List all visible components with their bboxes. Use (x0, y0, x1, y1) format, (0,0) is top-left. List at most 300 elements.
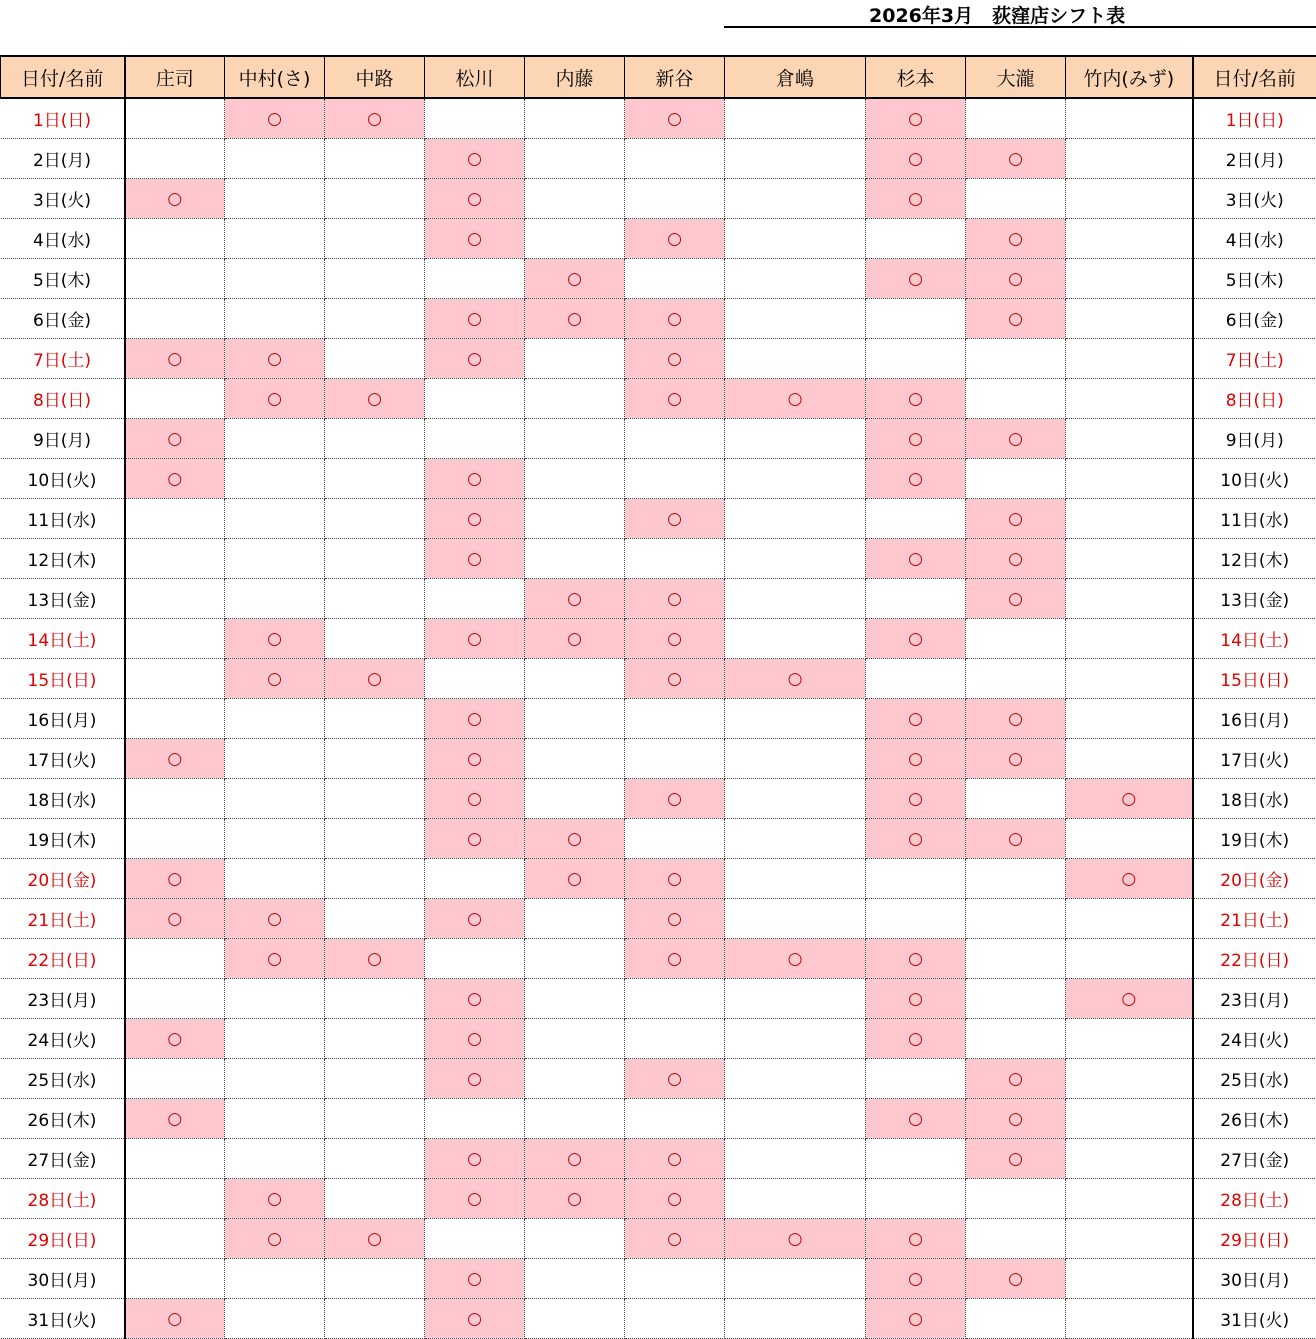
shift-cell[interactable]: ○ (525, 619, 625, 659)
date-cell-left[interactable]: 18日(水) (1, 779, 125, 819)
shift-cell[interactable] (725, 1019, 866, 1059)
header-staff-7[interactable]: 杉本 (866, 56, 966, 98)
shift-cell[interactable] (966, 939, 1066, 979)
shift-cell[interactable] (125, 219, 225, 259)
shift-cell[interactable] (1066, 299, 1193, 339)
shift-cell[interactable]: ○ (625, 1219, 725, 1259)
date-cell-right[interactable]: 4日(水) (1193, 219, 1316, 259)
shift-cell[interactable]: ○ (425, 339, 525, 379)
shift-cell[interactable] (1066, 259, 1193, 299)
shift-cell[interactable]: ○ (325, 98, 425, 139)
shift-cell[interactable] (225, 459, 325, 499)
shift-cell[interactable]: ○ (425, 1299, 525, 1339)
shift-cell[interactable] (525, 339, 625, 379)
header-date-right[interactable]: 日付/名前 (1193, 56, 1316, 98)
shift-cell[interactable] (525, 779, 625, 819)
shift-cell[interactable] (1066, 1219, 1193, 1259)
shift-cell[interactable]: ○ (225, 1219, 325, 1259)
shift-cell[interactable] (866, 1139, 966, 1179)
shift-cell[interactable] (866, 299, 966, 339)
shift-cell[interactable]: ○ (425, 979, 525, 1019)
shift-cell[interactable] (725, 98, 866, 139)
shift-cell[interactable]: ○ (425, 699, 525, 739)
shift-cell[interactable] (966, 979, 1066, 1019)
date-cell-left[interactable]: 20日(金) (1, 859, 125, 899)
shift-cell[interactable] (425, 939, 525, 979)
shift-cell[interactable]: ○ (225, 339, 325, 379)
shift-cell[interactable] (425, 659, 525, 699)
shift-cell[interactable]: ○ (966, 1259, 1066, 1299)
date-cell-right[interactable]: 21日(土) (1193, 899, 1316, 939)
shift-cell[interactable]: ○ (866, 259, 966, 299)
shift-cell[interactable] (425, 1219, 525, 1259)
shift-cell[interactable] (625, 139, 725, 179)
shift-cell[interactable] (325, 1019, 425, 1059)
shift-cell[interactable] (225, 739, 325, 779)
date-cell-right[interactable]: 9日(月) (1193, 419, 1316, 459)
date-cell-right[interactable]: 7日(土) (1193, 339, 1316, 379)
shift-cell[interactable] (325, 499, 425, 539)
shift-cell[interactable]: ○ (425, 899, 525, 939)
shift-cell[interactable] (1066, 419, 1193, 459)
shift-cell[interactable] (225, 419, 325, 459)
shift-cell[interactable] (525, 379, 625, 419)
date-cell-left[interactable]: 2日(月) (1, 139, 125, 179)
shift-cell[interactable] (125, 539, 225, 579)
shift-cell[interactable] (725, 1179, 866, 1219)
shift-cell[interactable] (525, 179, 625, 219)
shift-cell[interactable] (625, 179, 725, 219)
shift-cell[interactable]: ○ (325, 379, 425, 419)
date-cell-right[interactable]: 26日(木) (1193, 1099, 1316, 1139)
shift-cell[interactable] (425, 259, 525, 299)
header-staff-5[interactable]: 新谷 (625, 56, 725, 98)
shift-cell[interactable]: ○ (966, 259, 1066, 299)
shift-cell[interactable]: ○ (966, 499, 1066, 539)
shift-cell[interactable]: ○ (625, 339, 725, 379)
shift-cell[interactable] (125, 1219, 225, 1259)
shift-cell[interactable] (525, 699, 625, 739)
shift-cell[interactable] (1066, 699, 1193, 739)
shift-cell[interactable] (725, 1059, 866, 1099)
shift-cell[interactable] (525, 499, 625, 539)
shift-cell[interactable] (866, 499, 966, 539)
shift-cell[interactable]: ○ (525, 579, 625, 619)
shift-cell[interactable] (966, 859, 1066, 899)
shift-cell[interactable] (325, 299, 425, 339)
shift-cell[interactable] (725, 299, 866, 339)
shift-cell[interactable]: ○ (425, 299, 525, 339)
date-cell-right[interactable]: 28日(土) (1193, 1179, 1316, 1219)
shift-cell[interactable] (225, 139, 325, 179)
shift-cell[interactable]: ○ (225, 619, 325, 659)
date-cell-left[interactable]: 19日(木) (1, 819, 125, 859)
shift-cell[interactable]: ○ (966, 139, 1066, 179)
shift-cell[interactable]: ○ (125, 459, 225, 499)
shift-cell[interactable]: ○ (125, 179, 225, 219)
shift-cell[interactable]: ○ (866, 739, 966, 779)
shift-cell[interactable]: ○ (866, 979, 966, 1019)
shift-cell[interactable] (966, 899, 1066, 939)
shift-cell[interactable] (1066, 1299, 1193, 1339)
shift-cell[interactable] (966, 1219, 1066, 1259)
shift-cell[interactable]: ○ (866, 179, 966, 219)
shift-cell[interactable] (425, 859, 525, 899)
date-cell-right[interactable]: 18日(水) (1193, 779, 1316, 819)
date-cell-right[interactable]: 5日(木) (1193, 259, 1316, 299)
shift-cell[interactable] (225, 179, 325, 219)
shift-cell[interactable] (625, 739, 725, 779)
shift-cell[interactable] (1066, 579, 1193, 619)
shift-cell[interactable]: ○ (425, 139, 525, 179)
shift-cell[interactable] (125, 579, 225, 619)
date-cell-left[interactable]: 1日(日) (1, 98, 125, 139)
shift-cell[interactable] (325, 739, 425, 779)
date-cell-left[interactable]: 3日(火) (1, 179, 125, 219)
shift-cell[interactable] (725, 779, 866, 819)
shift-cell[interactable]: ○ (225, 1179, 325, 1219)
shift-cell[interactable] (125, 659, 225, 699)
shift-cell[interactable] (325, 1099, 425, 1139)
shift-cell[interactable]: ○ (966, 299, 1066, 339)
shift-cell[interactable] (525, 1219, 625, 1259)
shift-cell[interactable]: ○ (866, 939, 966, 979)
shift-cell[interactable]: ○ (325, 1219, 425, 1259)
shift-cell[interactable]: ○ (866, 98, 966, 139)
shift-cell[interactable] (725, 859, 866, 899)
shift-cell[interactable] (325, 1179, 425, 1219)
shift-cell[interactable]: ○ (866, 459, 966, 499)
shift-cell[interactable] (966, 779, 1066, 819)
shift-cell[interactable]: ○ (1066, 979, 1193, 1019)
shift-cell[interactable] (966, 1019, 1066, 1059)
date-cell-right[interactable]: 1日(日) (1193, 98, 1316, 139)
shift-cell[interactable]: ○ (425, 539, 525, 579)
shift-cell[interactable] (866, 219, 966, 259)
shift-cell[interactable]: ○ (625, 219, 725, 259)
shift-cell[interactable]: ○ (625, 299, 725, 339)
shift-cell[interactable] (125, 499, 225, 539)
date-cell-left[interactable]: 5日(木) (1, 259, 125, 299)
shift-cell[interactable] (866, 339, 966, 379)
date-cell-right[interactable]: 8日(日) (1193, 379, 1316, 419)
shift-cell[interactable] (966, 619, 1066, 659)
shift-cell[interactable]: ○ (625, 1139, 725, 1179)
header-staff-9[interactable]: 竹内(みず) (1066, 56, 1193, 98)
shift-cell[interactable] (125, 819, 225, 859)
shift-cell[interactable]: ○ (725, 379, 866, 419)
shift-cell[interactable]: ○ (866, 1099, 966, 1139)
date-cell-left[interactable]: 27日(金) (1, 1139, 125, 1179)
shift-cell[interactable] (325, 139, 425, 179)
shift-cell[interactable] (1066, 619, 1193, 659)
shift-cell[interactable]: ○ (625, 859, 725, 899)
shift-cell[interactable] (966, 339, 1066, 379)
shift-cell[interactable] (1066, 459, 1193, 499)
shift-cell[interactable] (225, 219, 325, 259)
shift-cell[interactable]: ○ (1066, 859, 1193, 899)
shift-cell[interactable] (866, 1179, 966, 1219)
shift-cell[interactable] (525, 539, 625, 579)
date-cell-left[interactable]: 25日(水) (1, 1059, 125, 1099)
shift-cell[interactable]: ○ (325, 659, 425, 699)
date-cell-left[interactable]: 11日(水) (1, 499, 125, 539)
date-cell-right[interactable]: 3日(火) (1193, 179, 1316, 219)
shift-cell[interactable] (625, 699, 725, 739)
date-cell-left[interactable]: 6日(金) (1, 299, 125, 339)
shift-cell[interactable] (1066, 1139, 1193, 1179)
shift-cell[interactable] (325, 1299, 425, 1339)
shift-cell[interactable] (725, 979, 866, 1019)
shift-cell[interactable]: ○ (866, 1219, 966, 1259)
shift-cell[interactable]: ○ (125, 339, 225, 379)
shift-cell[interactable]: ○ (525, 1179, 625, 1219)
shift-cell[interactable] (525, 419, 625, 459)
shift-cell[interactable]: ○ (866, 819, 966, 859)
shift-cell[interactable] (1066, 379, 1193, 419)
shift-cell[interactable] (325, 979, 425, 1019)
shift-cell[interactable]: ○ (625, 1179, 725, 1219)
shift-cell[interactable] (525, 1019, 625, 1059)
date-cell-left[interactable]: 7日(土) (1, 339, 125, 379)
shift-cell[interactable]: ○ (425, 1059, 525, 1099)
header-staff-1[interactable]: 中村(さ) (225, 56, 325, 98)
shift-cell[interactable]: ○ (866, 1019, 966, 1059)
shift-cell[interactable]: ○ (125, 859, 225, 899)
date-cell-right[interactable]: 20日(金) (1193, 859, 1316, 899)
shift-cell[interactable]: ○ (425, 459, 525, 499)
shift-cell[interactable] (725, 819, 866, 859)
date-cell-right[interactable]: 24日(火) (1193, 1019, 1316, 1059)
date-cell-left[interactable]: 23日(月) (1, 979, 125, 1019)
shift-cell[interactable] (325, 539, 425, 579)
shift-cell[interactable] (725, 459, 866, 499)
date-cell-right[interactable]: 6日(金) (1193, 299, 1316, 339)
shift-cell[interactable] (1066, 98, 1193, 139)
shift-cell[interactable] (325, 459, 425, 499)
shift-cell[interactable] (625, 419, 725, 459)
shift-cell[interactable]: ○ (625, 379, 725, 419)
date-cell-left[interactable]: 15日(日) (1, 659, 125, 699)
shift-cell[interactable] (325, 899, 425, 939)
shift-cell[interactable]: ○ (966, 579, 1066, 619)
shift-cell[interactable] (125, 779, 225, 819)
date-cell-right[interactable]: 16日(月) (1193, 699, 1316, 739)
shift-cell[interactable] (125, 979, 225, 1019)
shift-cell[interactable] (225, 1299, 325, 1339)
shift-cell[interactable]: ○ (625, 779, 725, 819)
shift-cell[interactable]: ○ (866, 419, 966, 459)
date-cell-right[interactable]: 29日(日) (1193, 1219, 1316, 1259)
shift-cell[interactable] (225, 979, 325, 1019)
shift-cell[interactable] (725, 1299, 866, 1339)
shift-cell[interactable] (966, 459, 1066, 499)
date-cell-right[interactable]: 31日(火) (1193, 1299, 1316, 1339)
shift-cell[interactable] (1066, 219, 1193, 259)
shift-cell[interactable] (1066, 179, 1193, 219)
shift-cell[interactable] (225, 859, 325, 899)
shift-cell[interactable] (866, 579, 966, 619)
shift-cell[interactable]: ○ (866, 139, 966, 179)
shift-cell[interactable] (525, 939, 625, 979)
shift-cell[interactable] (125, 1179, 225, 1219)
shift-cell[interactable] (325, 419, 425, 459)
shift-cell[interactable] (725, 219, 866, 259)
shift-cell[interactable] (525, 1099, 625, 1139)
header-staff-2[interactable]: 中路 (325, 56, 425, 98)
shift-cell[interactable] (525, 98, 625, 139)
shift-cell[interactable] (725, 739, 866, 779)
shift-cell[interactable]: ○ (425, 1139, 525, 1179)
date-cell-left[interactable]: 22日(日) (1, 939, 125, 979)
shift-cell[interactable]: ○ (425, 219, 525, 259)
shift-cell[interactable] (425, 1099, 525, 1139)
date-cell-left[interactable]: 31日(火) (1, 1299, 125, 1339)
shift-cell[interactable] (866, 659, 966, 699)
shift-cell[interactable] (325, 859, 425, 899)
date-cell-left[interactable]: 4日(水) (1, 219, 125, 259)
shift-cell[interactable]: ○ (966, 539, 1066, 579)
date-cell-left[interactable]: 26日(木) (1, 1099, 125, 1139)
shift-cell[interactable] (625, 259, 725, 299)
shift-cell[interactable] (625, 819, 725, 859)
shift-cell[interactable] (966, 98, 1066, 139)
date-cell-left[interactable]: 21日(土) (1, 899, 125, 939)
date-cell-left[interactable]: 12日(木) (1, 539, 125, 579)
shift-cell[interactable]: ○ (725, 939, 866, 979)
shift-cell[interactable]: ○ (525, 819, 625, 859)
shift-cell[interactable]: ○ (425, 779, 525, 819)
date-cell-right[interactable]: 10日(火) (1193, 459, 1316, 499)
date-cell-right[interactable]: 23日(月) (1193, 979, 1316, 1019)
shift-cell[interactable] (225, 1059, 325, 1099)
shift-cell[interactable] (325, 219, 425, 259)
shift-cell[interactable] (1066, 499, 1193, 539)
shift-cell[interactable]: ○ (425, 619, 525, 659)
date-cell-left[interactable]: 13日(金) (1, 579, 125, 619)
shift-cell[interactable]: ○ (425, 179, 525, 219)
shift-cell[interactable] (1066, 1259, 1193, 1299)
shift-cell[interactable] (325, 1139, 425, 1179)
shift-cell[interactable]: ○ (225, 939, 325, 979)
shift-cell[interactable] (725, 419, 866, 459)
shift-cell[interactable] (625, 1019, 725, 1059)
shift-cell[interactable]: ○ (725, 1219, 866, 1259)
shift-cell[interactable] (1066, 739, 1193, 779)
shift-cell[interactable] (225, 499, 325, 539)
shift-cell[interactable] (325, 259, 425, 299)
shift-cell[interactable]: ○ (866, 1299, 966, 1339)
shift-cell[interactable] (725, 499, 866, 539)
shift-cell[interactable]: ○ (225, 899, 325, 939)
date-cell-left[interactable]: 16日(月) (1, 699, 125, 739)
shift-cell[interactable] (525, 459, 625, 499)
shift-cell[interactable] (725, 579, 866, 619)
shift-cell[interactable] (125, 379, 225, 419)
date-cell-left[interactable]: 17日(火) (1, 739, 125, 779)
shift-cell[interactable]: ○ (966, 1059, 1066, 1099)
date-cell-right[interactable]: 27日(金) (1193, 1139, 1316, 1179)
shift-cell[interactable]: ○ (1066, 779, 1193, 819)
shift-cell[interactable]: ○ (625, 899, 725, 939)
shift-cell[interactable] (525, 1259, 625, 1299)
shift-cell[interactable]: ○ (525, 299, 625, 339)
date-cell-left[interactable]: 14日(土) (1, 619, 125, 659)
shift-cell[interactable]: ○ (125, 1019, 225, 1059)
header-staff-0[interactable]: 庄司 (125, 56, 225, 98)
date-cell-right[interactable]: 19日(木) (1193, 819, 1316, 859)
shift-cell[interactable] (866, 899, 966, 939)
date-cell-left[interactable]: 30日(月) (1, 1259, 125, 1299)
shift-cell[interactable] (525, 139, 625, 179)
shift-cell[interactable]: ○ (525, 259, 625, 299)
shift-cell[interactable]: ○ (225, 659, 325, 699)
shift-cell[interactable] (1066, 1179, 1193, 1219)
shift-cell[interactable] (725, 1139, 866, 1179)
shift-cell[interactable] (1066, 1019, 1193, 1059)
date-cell-right[interactable]: 22日(日) (1193, 939, 1316, 979)
shift-cell[interactable] (966, 659, 1066, 699)
shift-cell[interactable] (725, 339, 866, 379)
shift-cell[interactable] (725, 699, 866, 739)
shift-cell[interactable] (325, 339, 425, 379)
date-cell-left[interactable]: 24日(火) (1, 1019, 125, 1059)
shift-cell[interactable] (1066, 1099, 1193, 1139)
shift-cell[interactable]: ○ (966, 1139, 1066, 1179)
shift-cell[interactable] (125, 619, 225, 659)
shift-cell[interactable] (1066, 339, 1193, 379)
shift-cell[interactable]: ○ (625, 619, 725, 659)
header-staff-3[interactable]: 松川 (425, 56, 525, 98)
shift-cell[interactable] (225, 1139, 325, 1179)
date-cell-right[interactable]: 13日(金) (1193, 579, 1316, 619)
shift-cell[interactable] (125, 1139, 225, 1179)
shift-cell[interactable] (725, 1259, 866, 1299)
shift-cell[interactable] (225, 699, 325, 739)
shift-cell[interactable] (125, 1259, 225, 1299)
date-cell-right[interactable]: 2日(月) (1193, 139, 1316, 179)
shift-cell[interactable] (525, 899, 625, 939)
shift-cell[interactable] (525, 659, 625, 699)
shift-cell[interactable] (1066, 819, 1193, 859)
shift-cell[interactable] (625, 1299, 725, 1339)
shift-cell[interactable] (966, 1299, 1066, 1339)
date-cell-left[interactable]: 10日(火) (1, 459, 125, 499)
shift-cell[interactable]: ○ (966, 419, 1066, 459)
shift-cell[interactable]: ○ (425, 1019, 525, 1059)
date-cell-left[interactable]: 29日(日) (1, 1219, 125, 1259)
shift-cell[interactable]: ○ (966, 739, 1066, 779)
shift-cell[interactable] (125, 139, 225, 179)
shift-cell[interactable]: ○ (966, 819, 1066, 859)
shift-cell[interactable] (1066, 539, 1193, 579)
shift-cell[interactable]: ○ (966, 1099, 1066, 1139)
shift-cell[interactable] (625, 1259, 725, 1299)
shift-cell[interactable] (525, 739, 625, 779)
shift-cell[interactable]: ○ (425, 1179, 525, 1219)
shift-cell[interactable]: ○ (425, 819, 525, 859)
shift-cell[interactable] (225, 539, 325, 579)
shift-cell[interactable] (966, 379, 1066, 419)
shift-cell[interactable]: ○ (125, 899, 225, 939)
shift-cell[interactable] (125, 939, 225, 979)
shift-cell[interactable]: ○ (866, 1259, 966, 1299)
shift-cell[interactable]: ○ (225, 379, 325, 419)
shift-cell[interactable] (1066, 899, 1193, 939)
shift-cell[interactable]: ○ (625, 98, 725, 139)
shift-cell[interactable] (325, 179, 425, 219)
shift-cell[interactable]: ○ (325, 939, 425, 979)
